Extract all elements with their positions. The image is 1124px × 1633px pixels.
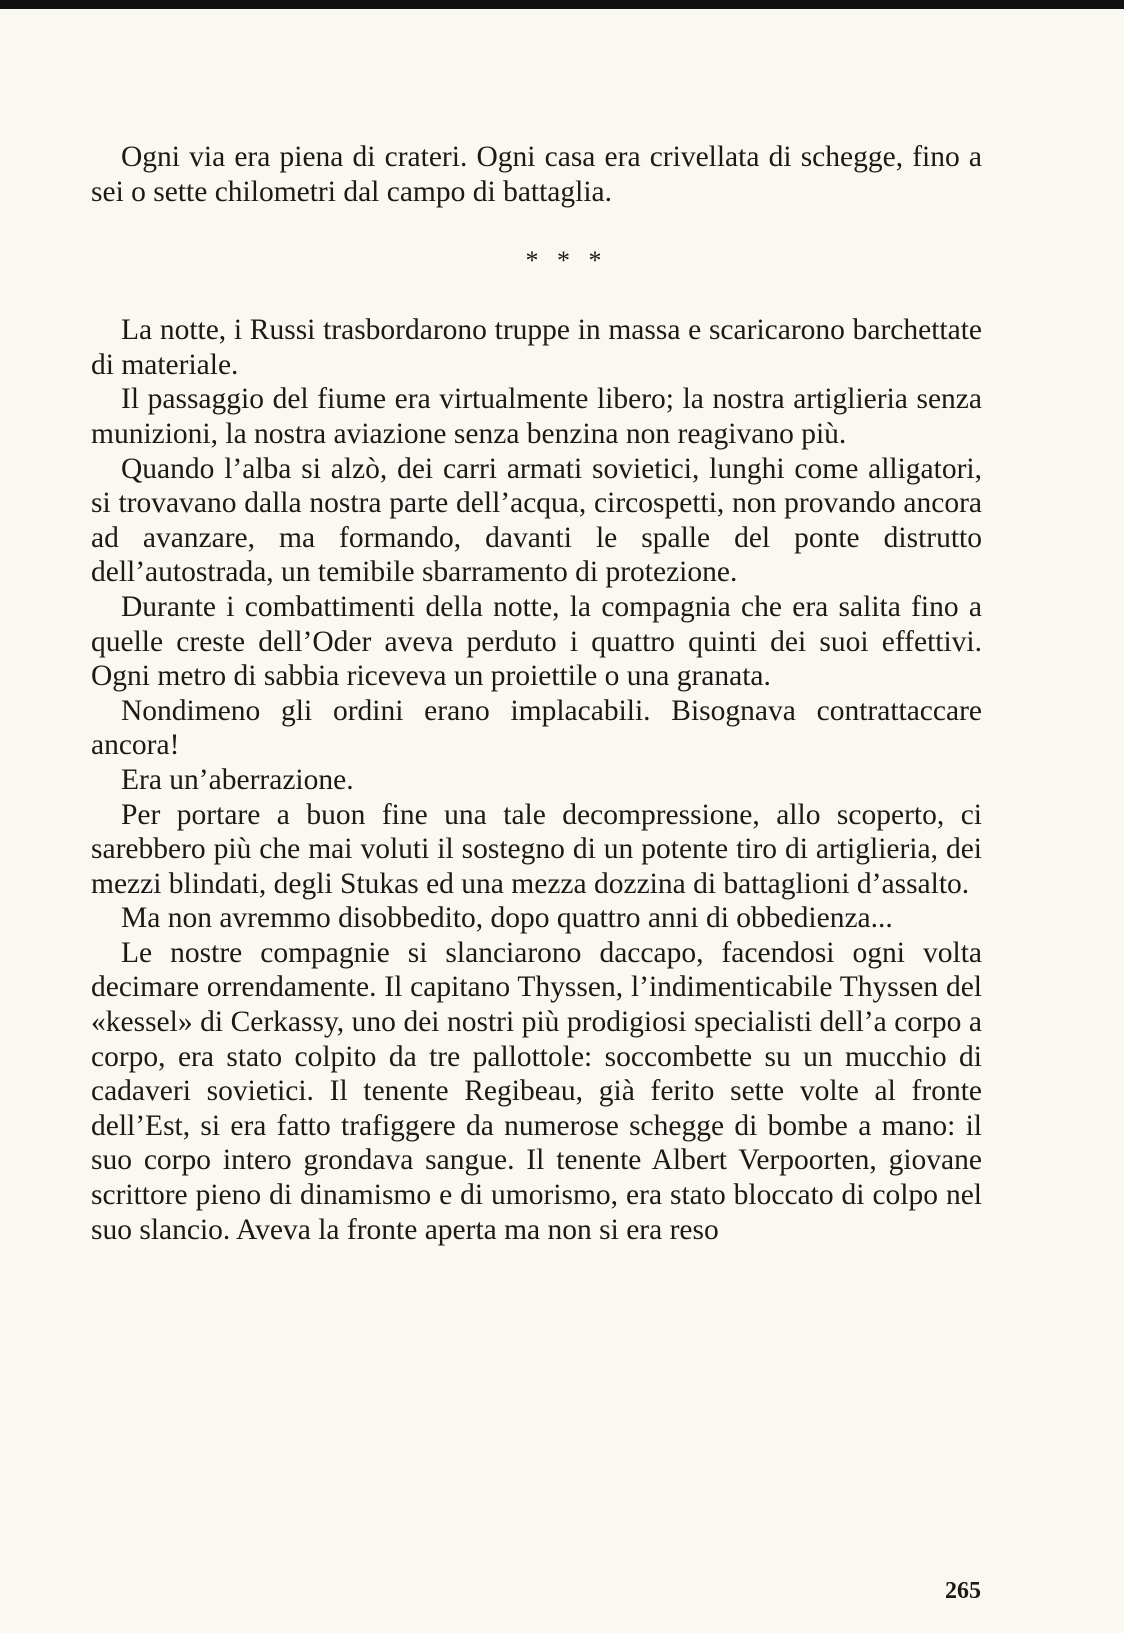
paragraph-3: Il passaggio del fiume era virtualmente libero; la nostra artiglieria senza munizioni, la nostra aviazione senza benzina non reagivano più. [91, 383, 982, 450]
section-separator: * * * [525, 245, 608, 275]
top-border-rule [0, 0, 1124, 9]
paragraph-9: Ma non avremmo disobbedito, dopo quattro anni di obbedienza... [121, 902, 893, 935]
paragraph-5: Durante i combattimenti della notte, la compagnia che era salita fino a quelle creste dell’Oder aveva perduto i quattro quinti dei suoi effettivi. Ogni metro di sabbia riceveva un proiettile o una granata. [91, 590, 982, 693]
paragraph-8: Per portare a buon fine una tale decompressione, allo scoperto, ci sarebbero più che mai voluti il sostegno di un potente tiro di artiglieria, dei mezzi blindati, degli Stukas ed una mezza dozzina di battaglioni d’assalto. [91, 798, 982, 900]
paragraph-10: Le nostre compagnie si slanciarono daccapo, facendosi ogni volta decimare orrendamente. Il capitano Thyssen, l’indimenticabile Thyssen del «kessel» di Cerkassy, uno dei nostri più prodigiosi specialisti dell’a corpo a corpo, era stato colpito da tre pallottole: soccombette su un mucchio di cadaveri sovietici. Il tenente Regibeau, già ferito sette volte al fronte dell’Est, si era fatto trafiggere da numerose schegge di bombe a mano: il suo corpo intero grondava sangue. Il tenente Albert Verpoorten, giovane scrittore pieno di dinamismo e di umorismo, era stato bloccato di colpo nel suo slancio. Aveva la fronte aperta ma non si era reso [91, 936, 982, 1246]
paragraph-4: Quando l’alba si alzò, dei carri armati sovietici, lunghi come alligatori, si trovavano dalla nostra parte dell’acqua, circospetti, non provando ancora ad avanzare, ma formando, davanti le spalle del ponte distrutto dell’autostrada, un temibile sbarramento di protezione. [91, 452, 982, 589]
page-number: 265 [945, 1578, 981, 1604]
paragraph-2: La notte, i Russi trasbordarono truppe in massa e scaricarono barchettate di materiale. [91, 314, 982, 381]
page-body-text [91, 140, 982, 1247]
paragraph-7: Era un’aberrazione. [121, 763, 354, 796]
paragraph-6: Nondimeno gli ordini erano implacabili. Bisognava contrattaccare ancora! [91, 694, 982, 762]
paragraph-1: Ogni via era piena di crateri. Ogni casa era crivellata di schegge, fino a sei o sette chilometri dal campo di battaglia. [91, 141, 982, 208]
